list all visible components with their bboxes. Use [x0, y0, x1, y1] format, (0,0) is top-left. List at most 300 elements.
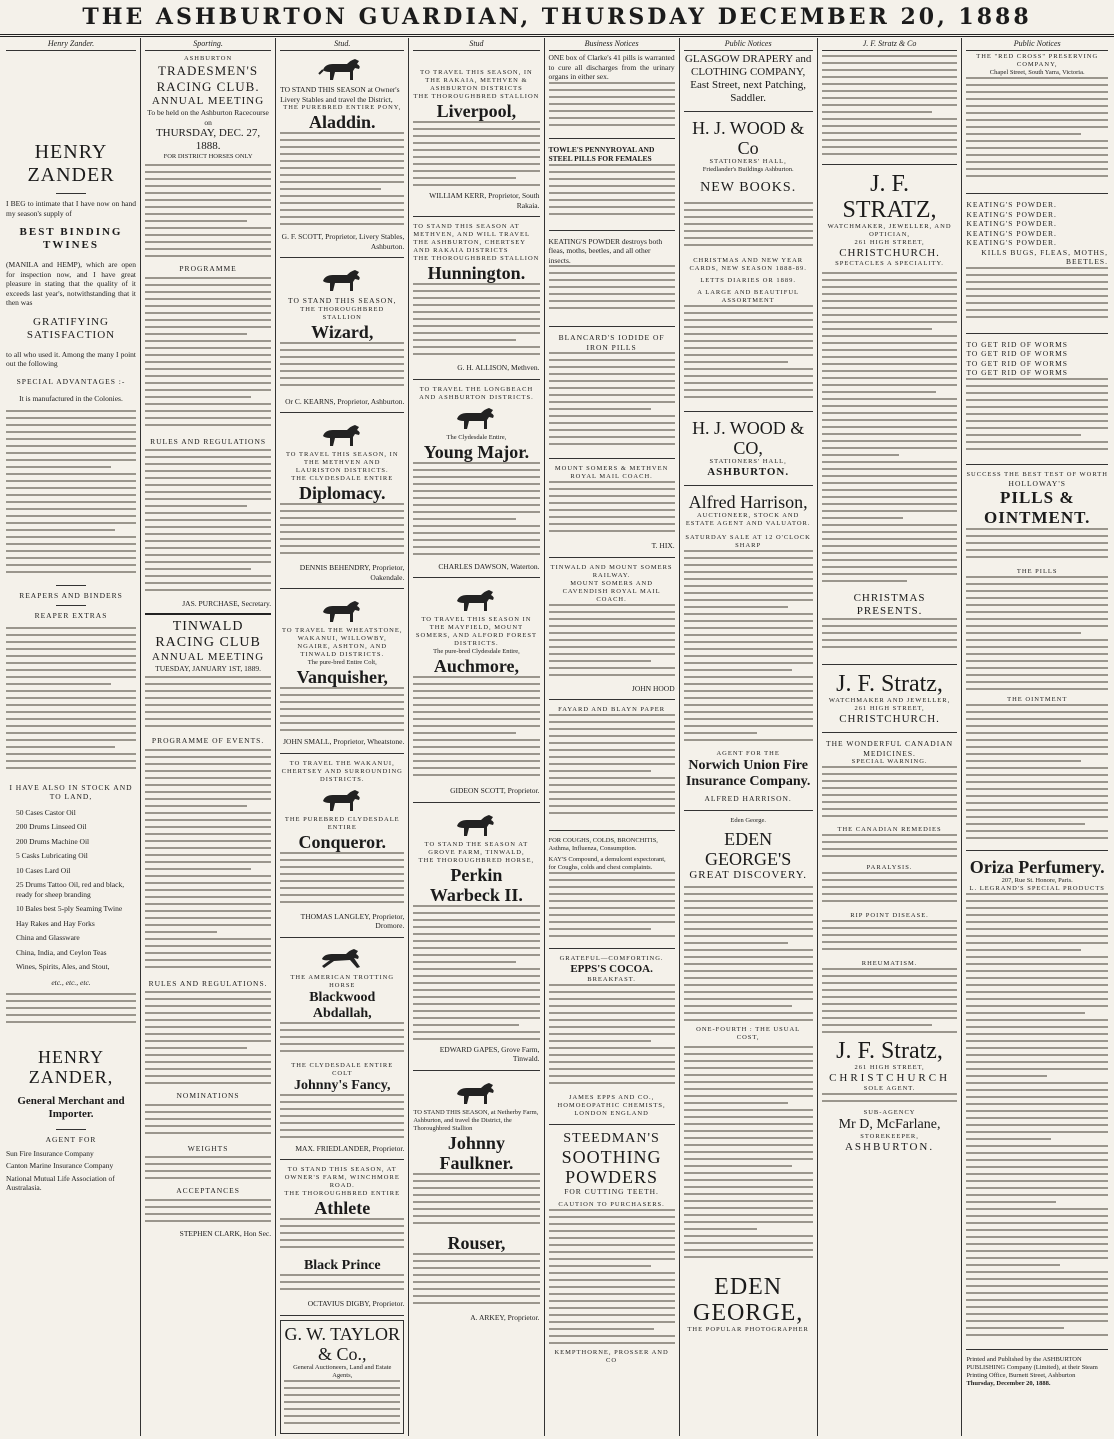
canadian-body-4 — [822, 920, 958, 960]
keatings-r-3: KEATING'S POWDER. — [966, 228, 1057, 238]
club-meeting: ANNUAL MEETING — [151, 95, 265, 107]
perkin-text — [413, 905, 539, 1045]
hj-wood-body — [684, 202, 813, 257]
ad-epps-cocoa — [549, 953, 675, 1120]
harrison-sale: SATURDAY SALE AT 12 O'CLOCK SHARP — [685, 534, 811, 549]
steedmans-name: SOOTHING POWDERS — [561, 1147, 662, 1187]
diplomacy-stand: TO TRAVEL THIS SEASON, IN THE METHVEN AND LAURISTON DISTRICTS. — [285, 451, 399, 474]
steedmans-owner: KEMPTHORNE, PROSSER AND CO — [554, 1348, 669, 1364]
canadian-warn: SPECIAL WARNING. — [851, 758, 928, 765]
ad-auchmore — [413, 582, 539, 798]
list-item: Hay Rakes and Hay Forks — [16, 918, 95, 928]
faulkner-text — [413, 1173, 539, 1233]
oriza-addr: 207, Rue St. Honore, Paris. — [1001, 877, 1073, 884]
vanquisher-owner: JOHN SMALL, Proprietor, Wheatstone. — [283, 737, 405, 746]
eden-body-2 — [684, 1046, 813, 1266]
eden-name-2: EDEN GEORGE, — [692, 1273, 804, 1326]
athlete-text — [280, 1218, 404, 1258]
list-item: 5 Casks Lubricating Oil — [16, 851, 88, 860]
red-cross-head: THE "RED CROSS" PRESERVING COMPANY, — [976, 53, 1099, 68]
zander-manila: (MANILA and HEMP), which are open for inspection now, and I have great pleasure in stating that the quality of it exceeds last year's, notwithstanding that it then was — [6, 260, 136, 307]
horse-illustration-icon — [451, 587, 501, 613]
conqueror-stand: TO TRAVEL THE WAKANUI, CHERTSEY AND SURROUNDING DISTRICTS. — [281, 759, 403, 783]
athlete-name: Athlete — [314, 1198, 371, 1218]
zander-body-text-3 — [6, 993, 136, 1033]
stratz3-name: J. F. Stratz, — [836, 1038, 943, 1064]
worms-3: TO GET RID OF WORMS — [966, 368, 1068, 377]
list-item: 200 Drums Machine Oil — [16, 836, 90, 846]
holloways-body-3 — [966, 704, 1108, 844]
young-major-text — [413, 462, 539, 562]
steedmans-title: STEEDMAN'S — [563, 1131, 660, 1146]
rouser-name: Rouser, — [447, 1232, 506, 1253]
column-header: Stud — [413, 38, 539, 51]
horse-illustration-icon — [317, 787, 367, 813]
vanquisher-text — [280, 687, 404, 737]
red-cross-addr: Chapel Street, South Yarra, Victoria. — [989, 69, 1085, 76]
auchmore-text — [413, 676, 539, 786]
tinwald-weights: WEIGHTS — [187, 1143, 229, 1153]
stratz3-body — [822, 1093, 958, 1109]
wizard-name: Wizard, — [311, 321, 374, 342]
horse-illustration-icon — [317, 267, 367, 293]
column-public-notices — [679, 38, 817, 1436]
harrison-body — [684, 550, 813, 750]
ad-kays-compound — [549, 835, 675, 944]
column-stratz — [817, 38, 962, 1436]
young-major-name: Young Major. — [423, 441, 530, 462]
eden-cost: ONE-FOURTH : THE USUAL COST, — [696, 1025, 801, 1041]
kays-title: KAY'S Compound, a demulcent expectorant, for Coughs, colds and chest complaints. — [548, 856, 666, 871]
johnnys-fancy-title: THE CLYDESDALE ENTIRE COLT — [291, 1061, 394, 1077]
canadian-body-5 — [822, 968, 958, 1038]
stratz2-town: CHRISTCHURCH. — [839, 713, 940, 725]
harrison-name: Alfred Harrison, — [688, 492, 808, 512]
zander-intro: I BEG to intimate that I have now on hand my season's supply of — [6, 199, 136, 218]
fayard-title: FAYARD AND BLAYN PAPER — [558, 706, 666, 713]
zander-stock-list — [6, 808, 136, 972]
club-title: TRADESMEN'S RACING CLUB. — [156, 63, 260, 94]
zander-merchant: General Merchant and Importer. — [17, 1095, 125, 1120]
list-item: China and Glassware — [16, 933, 80, 942]
diplomacy-name: Diplomacy. — [298, 483, 386, 503]
club-held: To be held on the Ashburton Racecourse on — [147, 108, 269, 127]
aladdin-owner: G. F. SCOTT, Proprietor, Livery Stables, Ashburton. — [281, 232, 405, 251]
horse-illustration-icon — [317, 598, 367, 624]
epps-grateful: GRATEFUL—COMFORTING. — [559, 955, 664, 962]
liverpool-text — [413, 121, 539, 191]
list-item: 10 Cases Lard Oil — [16, 865, 71, 875]
diplomacy-owner: DENNIS BEHENDRY, Proprietor, Oakendale. — [299, 563, 405, 582]
ad-diplomacy — [280, 417, 404, 584]
hj-wood2-sub: STATIONERS' HALL, — [709, 458, 787, 465]
tinwald-nominations: NOMINATIONS — [176, 1091, 240, 1100]
auchmore-name: Auchmore, — [433, 656, 520, 676]
faulkner-name: Johnny Faulkner. — [439, 1132, 514, 1173]
trotting-horse-icon — [314, 947, 370, 971]
aladdin-text — [280, 132, 404, 232]
liverpool-name: Liverpool, — [436, 101, 517, 121]
young-major-owner: CHARLES DAWSON, Waterton. — [438, 561, 540, 571]
holloways-body — [966, 528, 1108, 568]
hunnington-name: Hunnington. — [427, 263, 526, 283]
eden-name: EDEN GEORGE'S — [705, 828, 792, 869]
ad-keatings-powder — [549, 235, 675, 323]
keatings-r-4: KEATING'S POWDER. — [966, 238, 1057, 247]
column-header: J. F. Stratz & Co — [822, 38, 958, 51]
column-public-notices-2 — [961, 38, 1112, 1436]
harrison-sub: AUCTIONEER, STOCK AND ESTATE AGENT AND VALUATOR. — [685, 512, 811, 527]
worms-body — [966, 378, 1108, 458]
ad-hunnington — [413, 221, 539, 375]
club-for: FOR DISTRICT HORSES ONLY — [163, 153, 253, 160]
keatings-r-0: KEATING'S POWDER. — [966, 200, 1057, 209]
tinwald-weights-text — [145, 1156, 271, 1186]
canadian-remedies: THE CANADIAN REMEDIES — [837, 826, 942, 833]
list-item: 10 Bales best 5-ply Seaming Twine — [16, 904, 123, 913]
ad-vanquisher — [280, 593, 404, 749]
column-header: Public Notices — [966, 38, 1108, 51]
keatings-r-1: KEATING'S POWDER. — [966, 209, 1057, 219]
column-stud-1 — [275, 38, 408, 1436]
ad-fayard-paper — [549, 704, 675, 826]
stratz3-sub: SUB-AGENCY — [863, 1109, 916, 1116]
red-cross-body — [966, 77, 1108, 187]
zander-manufactured: It is manufactured in the Colonies. — [19, 394, 123, 403]
stratz3-addr: 261 HIGH STREET, — [854, 1064, 925, 1071]
list-item: Sun Fire Insurance Company — [6, 1148, 94, 1158]
railway-owner: JOHN HOOD — [631, 683, 675, 693]
towles-title: TOWLE'S PENNYROYAL AND STEEL PILLS FOR FEMALES — [548, 144, 655, 163]
club-officers — [145, 164, 271, 264]
diplomacy-text — [280, 503, 404, 563]
ad-perkin-warbeck — [413, 807, 539, 1066]
column-header: Sporting. — [145, 38, 271, 51]
stratz1-trade: WATCHMAKER, JEWELLER, AND OPTICIAN, — [827, 223, 952, 238]
ad-hj-wood-2 — [684, 416, 813, 481]
tinwald-rules: RULES AND REGULATIONS. — [148, 978, 268, 988]
blackwood-text — [280, 1022, 404, 1062]
columns-area — [2, 38, 1112, 1436]
stratz2-trade: WATCHMAKER AND JEWELLER, — [828, 697, 951, 704]
auchmore-owner: GIDEON SCOTT, Proprietor. — [450, 786, 540, 795]
zander-body-text — [6, 410, 136, 580]
zander-advantages: SPECIAL ADVANTAGES :- — [16, 376, 126, 386]
ad-wizard — [280, 262, 404, 408]
stratz2-name: J. F. Stratz, — [836, 671, 943, 697]
canadian-body-2 — [822, 834, 958, 864]
liverpool-head: TO TRAVEL THIS SEASON, IN THE RAKAIA, METHVEN & ASHBURTON DISTRICTS — [420, 69, 533, 92]
gw-taylor-sub: General Auctioneers, Land and Estate Agents, — [293, 1363, 392, 1379]
canadian-body-3 — [822, 872, 958, 912]
column-henry-zander — [2, 38, 140, 1436]
kays-body — [549, 872, 675, 942]
ad-conqueror — [280, 758, 404, 933]
ad-worms — [966, 338, 1108, 460]
list-item: 50 Cases Castor Oil — [16, 807, 76, 817]
hj-wood2-town: ASHBURTON. — [707, 466, 790, 478]
black-prince-text — [280, 1274, 404, 1299]
club-rules-text — [145, 449, 271, 599]
rouser-text — [413, 1253, 539, 1313]
auchmore-title: The pure-bred Clydesdale Entire, — [433, 648, 520, 655]
imprint-text: Printed and Published by the ASHBURTON PUBLISHING Company (Limited), at their Steam Printing Office, Burnett Street, Ashburton — [966, 1356, 1098, 1379]
ad-mount-somers-coach — [549, 463, 675, 553]
ad-gw-taylor — [280, 1320, 404, 1434]
young-major-title: The Clydesdale Entire, — [446, 433, 507, 441]
tinwald-meeting: ANNUAL MEETING — [151, 650, 265, 663]
zander-twine: BEST BINDING TWINES — [19, 226, 123, 251]
ad-oriza — [966, 855, 1108, 1345]
masthead — [0, 0, 1114, 37]
horse-illustration-icon — [317, 56, 367, 82]
perkin-head: TO STAND THE SEASON AT GROVE FARM, TINWALD, — [424, 840, 529, 856]
stratz2-addr: 261 HIGH STREET, — [854, 705, 925, 712]
holloways-big: PILLS & OINTMENT. — [983, 488, 1091, 527]
ad-stratz-2 — [822, 669, 958, 728]
zander-reapers: REAPERS AND BINDERS — [19, 590, 123, 600]
blackwood-name: Blackwood Abdallah, — [309, 989, 376, 1021]
column-stud-2 — [408, 38, 543, 1436]
horse-illustration-icon — [451, 405, 501, 431]
johnnys-fancy-text — [280, 1094, 404, 1144]
young-major-head: TO TRAVEL THE LONGBEACH AND ASHBURTON DISTRICTS. — [419, 385, 534, 401]
ad-clarkes-pills — [549, 51, 675, 134]
steedmans-sub: FOR CUTTING TEETH. — [564, 1187, 659, 1196]
column-header: Stud. — [280, 38, 404, 51]
ad-eden-george — [684, 815, 813, 1336]
imprint-date: Thursday, December 20, 1888. — [966, 1380, 1051, 1387]
hj-wood-large: A LARGE AND BEAUTIFUL ASSORTMENT — [697, 289, 800, 304]
tinwald-rules-text — [145, 991, 271, 1091]
ad-alfred-harrison — [684, 490, 813, 806]
harrison-agent: AGENT FOR THE — [716, 750, 780, 757]
tinwald-title: TINWALD RACING CLUB — [155, 618, 261, 650]
coach-title: MOUNT SOMERS & METHVEN ROYAL MAIL COACH. — [554, 465, 669, 480]
column-business — [544, 38, 679, 1436]
stratz1-presents: CHRISTMAS PRESENTS. — [853, 592, 926, 617]
stratz3-town: CHRISTCHURCH — [829, 1072, 951, 1084]
worms-1: TO GET RID OF WORMS — [966, 349, 1068, 358]
johnnys-fancy-owner: MAX. FRIEDLANDER, Proprietor. — [295, 1143, 405, 1153]
athlete-owner: OCTAVIUS DIGBY, Proprietor. — [307, 1299, 405, 1308]
keatings-r-2: KEATING'S POWDER. — [966, 219, 1057, 228]
eden-sub-2: THE POPULAR PHOTOGRAPHER — [687, 1325, 809, 1333]
list-item: Canton Marine Insurance Company — [6, 1161, 114, 1170]
horse-illustration-icon — [451, 812, 501, 838]
steedmans-body — [549, 1209, 675, 1349]
tinwald-secretary: STEPHEN CLARK, Hon Sec. — [179, 1228, 272, 1238]
epps-breakfast: BREAKFAST. — [587, 976, 636, 983]
conqueror-text — [280, 852, 404, 912]
ad-liverpool — [413, 51, 539, 212]
masthead-title: THE ASHBURTON GUARDIAN, THURSDAY DECEMBER 20, 1888 — [82, 4, 1032, 30]
tinwald-nominations-text — [145, 1104, 271, 1144]
ad-keatings-right — [966, 198, 1108, 329]
ad-canadian-medicines — [822, 737, 958, 1156]
zander-body-text-2 — [6, 627, 136, 777]
coughs-title: FOR COUGHS, COLDS, BRONCHITIS, Asthma, Influenza, Consumption. — [548, 837, 658, 852]
worms-2: TO GET RID OF WORMS — [966, 358, 1068, 368]
ad-athlete — [280, 1164, 404, 1311]
zander-name-2: HENRY ZANDER, — [28, 1047, 114, 1087]
hj-wood2-name: H. J. WOOD & CO, — [692, 418, 805, 458]
johnnys-fancy-name: Johnny's Fancy, — [294, 1077, 391, 1093]
wizard-owner: Or C. KEARNS, Proprietor, Ashburton. — [285, 396, 405, 406]
stratz3-mc-town: ASHBURTON. — [844, 1141, 935, 1153]
zander-agent: AGENT FOR — [45, 1135, 97, 1144]
glasgow-text: GLASGOW DRAPERY and CLOTHING COMPANY, East Street, next Patching, Saddler. — [684, 53, 812, 104]
stratz3-sole: SOLE AGENT. — [863, 1085, 916, 1092]
conqueror-title: THE PUREBRED CLYDESDALE ENTIRE — [284, 815, 400, 831]
club-top: ASHBURTON — [183, 55, 233, 62]
tinwald-date: TUESDAY, JANUARY 1ST, 1889. — [155, 663, 261, 673]
zander-title: HENRY ZANDER — [27, 141, 115, 186]
diplomacy-title: THE CLYDESDALE ENTIRE — [291, 475, 394, 482]
holloways-pills: THE PILLS — [1016, 568, 1058, 575]
ad-tinwald-railway — [549, 562, 675, 696]
canadian-rheum: RHEUMATISM. — [861, 960, 918, 967]
club-date: THURSDAY, DEC. 27, 1888. — [155, 127, 261, 152]
ad-glasgow-drapery — [684, 51, 813, 107]
zander-etc: etc., etc., etc. — [51, 977, 91, 987]
hunnington-title: THE THOROUGHBRED STALLION — [413, 255, 540, 262]
keatings-kills: KILLS BUGS, FLEAS, MOTHS, BEETLES. — [981, 247, 1108, 266]
aladdin-name: Aladdin. — [308, 112, 376, 132]
tinwald-acceptances-text — [145, 1199, 271, 1229]
list-item: 25 Drums Tattoo Oil, red and black, ready for sheep branding — [16, 880, 125, 899]
column-header: Business Notices — [549, 38, 675, 51]
ad-holloways — [966, 469, 1108, 847]
keatings-title: KEATING'S POWDER destroys both fleas, moths, beetles, and all other insects. — [548, 236, 663, 265]
stratz3-mcfarlane: Mr D, McFarlane, — [838, 1117, 941, 1132]
conqueror-owner: THOMAS LANGLEY, Proprietor, Dromore. — [300, 911, 405, 930]
stratz1-addr: 261 HIGH STREET, — [854, 239, 925, 246]
faulkner-head: TO STAND THIS SEASON, at Netherby Farm, Ashburton, and travel the District, the Thoroughbred Stallion — [413, 1108, 539, 1132]
blancards-body — [549, 352, 675, 452]
perkin-name: Perkin Warbeck II. — [429, 864, 523, 905]
stratz3-mc-trade: STOREKEEPER, — [860, 1133, 919, 1140]
black-prince-name: Black Prince — [303, 1258, 381, 1273]
epps-name: EPPS'S COCOA. — [570, 963, 653, 975]
blackwood-title: THE AMERICAN TROTTING HORSE — [290, 973, 395, 989]
blancards-title: BLANCARD'S IODIDE OF IRON PILLS — [558, 333, 665, 352]
holloways-name: HOLLOWAY'S — [1008, 478, 1066, 488]
hunnington-head: TO STAND THIS SEASON AT METHVEN, AND WILL TRAVEL THE ASHBURTON, CHERTSEY AND RAKAIA DISTRICTS — [413, 223, 530, 254]
conqueror-name: Conqueror. — [298, 831, 387, 852]
horse-illustration-icon — [317, 422, 367, 448]
eden-head: Eden George. — [730, 816, 766, 824]
eden-body — [684, 886, 813, 1026]
oriza-body — [966, 893, 1108, 1343]
hj-wood-diaries: LETTS DIARIES OR 1889. — [700, 277, 796, 284]
stratz1-town: CHRISTCHURCH. — [839, 247, 940, 259]
stratz1-name: J. F. STRATZ, — [842, 171, 937, 223]
club-programme-text — [145, 277, 271, 437]
column-header: Public Notices — [684, 38, 813, 51]
club-programme: PROGRAMME — [179, 264, 237, 273]
vanquisher-name: Vanquisher, — [296, 667, 388, 687]
railway-sub: MOUNT SOMERS AND CAVENDISH ROYAL MAIL COACH. — [562, 579, 661, 603]
zander-agencies — [6, 1149, 136, 1193]
holloways-head: SUCCESS THE BEST TEST OF WORTH — [966, 470, 1108, 478]
liverpool-title: THE THOROUGHBRED STALLION — [413, 93, 540, 100]
epps-body — [549, 984, 675, 1094]
eden-sub: GREAT DISCOVERY. — [689, 868, 807, 881]
ad-johnny-faulkner — [413, 1075, 539, 1325]
club-secretary: JAS. PURCHASE, Secretary. — [182, 599, 272, 608]
canadian-rip: RIP POINT DISEASE. — [850, 912, 929, 919]
hj-wood-name: H. J. WOOD & Co — [692, 118, 805, 158]
stratz1-spec: SPECTACLES A SPECIALITY. — [835, 260, 944, 267]
towles-body — [549, 164, 675, 224]
hj-wood-new: NEW BOOKS. — [700, 180, 797, 195]
list-item: China, India, and Ceylon Teas — [16, 947, 107, 957]
coach-body — [549, 481, 675, 541]
hunnington-text — [413, 283, 539, 363]
tinwald-officers — [145, 676, 271, 736]
harrison-sig: ALFRED HARRISON. — [704, 794, 792, 803]
vanquisher-stand: TO TRAVEL THE WHEATSTONE, WAKANUI, WILLOWBY, NGAIRE, ASHTON, AND TINWALD DISTRICTS. — [282, 627, 403, 658]
wizard-title: THE THOROUGHBRED STALLION — [300, 305, 385, 321]
aladdin-stand: TO STAND THIS SEASON at Owner's Livery Stables and travel the District, — [280, 85, 400, 104]
tinwald-programme-text — [145, 749, 271, 979]
canadian-body — [822, 766, 958, 826]
keatings-r-body — [966, 267, 1108, 327]
tinwald-programme: PROGRAMME OF EVENTS. — [151, 736, 265, 745]
liverpool-owner: WILLIAM KERR, Proprietor, South Rakaia. — [429, 191, 540, 210]
ad-blackwood — [280, 942, 404, 1156]
tinwald-acceptances: ACCEPTANCES — [176, 1186, 240, 1195]
zander-stock-head: I HAVE ALSO IN STOCK AND TO LAND, — [9, 782, 133, 801]
ad-stratz-1 — [822, 169, 958, 660]
gw-taylor-text — [284, 1380, 400, 1430]
faulkner-owner: A. ARKEY, Proprietor. — [470, 1312, 540, 1322]
hunnington-owner: G. H. ALLISON, Methven. — [457, 363, 540, 372]
list-item: National Mutual Life Association of Australasia. — [6, 1173, 115, 1192]
perkin-title: THE THOROUGHBRED HORSE, — [418, 856, 535, 864]
holloways-oint: THE OINTMENT — [1007, 696, 1068, 703]
zander-farmers: to all who used it. Among the many I point out the following — [6, 349, 136, 368]
oriza-name: Oriza Perfumery. — [969, 857, 1105, 877]
stratz-top-text — [822, 55, 958, 160]
railway-title: TINWALD AND MOUNT SOMERS RAILWAY. — [550, 563, 673, 579]
hj-wood-body-2 — [684, 305, 813, 405]
stratz1-body — [822, 272, 958, 592]
fayard-body — [549, 714, 675, 824]
imprint — [966, 1354, 1108, 1390]
stratz1-presents-body — [822, 618, 958, 658]
harrison-norwich: Norwich Union Fire Insurance Company. — [685, 758, 811, 789]
list-item: Wines, Spirits, Ales, and Stout, — [16, 962, 110, 971]
wizard-stand: TO STAND THIS SEASON, — [288, 296, 397, 305]
coach-owner: T. HIX. — [651, 541, 675, 550]
railway-body — [549, 604, 675, 684]
steedmans-caution: CAUTION TO PURCHASERS. — [558, 1200, 665, 1208]
ad-aladdin — [280, 51, 404, 253]
ad-young-major — [413, 384, 539, 574]
gw-taylor-name: G. W. TAYLOR & Co., — [284, 1323, 401, 1364]
horse-illustration-icon — [451, 1080, 501, 1106]
holloways-body-2 — [966, 576, 1108, 696]
vanquisher-title: The pure-bred Entire Colt, — [307, 659, 377, 666]
auchmore-head: TO TRAVEL THIS SEASON IN THE MAYFIELD, MOUNT SOMERS, AND ALFORD FOREST DISTRICTS. — [415, 616, 537, 647]
column-header: Henry Zander. — [6, 38, 136, 51]
wizard-text — [280, 342, 404, 397]
column-sporting — [140, 38, 275, 1436]
hj-wood-xmas: CHRISTMAS AND NEW YEAR CARDS, NEW SEASON 1888-89. — [689, 257, 807, 272]
canadian-paralysis: PARALYSIS. — [866, 864, 913, 871]
